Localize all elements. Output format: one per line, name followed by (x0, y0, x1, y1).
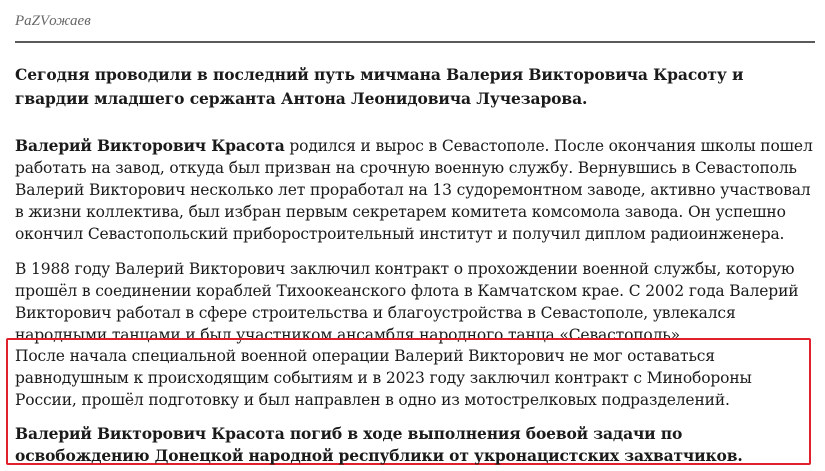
article (15, 0, 815, 465)
paragraph-biography-text: родился и вырос в Севастополе. После окончания школы пошел работать на завод, откуда был призван на срочную военную службу. Вернувшись в Севастополь Валерий Викторович несколько лет проработал на 13 судоремонтном заводе, активно участвовал в жизни коллектива, был избран первым секретарем комитета комсомола завода. Он успешно окончил Севастопольский приборостроительный институт и получил диплом радиоинженера. (15, 137, 813, 243)
paragraph-death: Валерий Викторович Красота погиб в ходе выполнения боевой задачи по освобождению Донецкой народной республики от укронацистских захватчиков. (15, 424, 743, 465)
paragraph-biography (15, 135, 815, 245)
paragraph-svo: После начала специальной военной операции Валерий Викторович не мог оставаться равнодушным к происходящим событиям и в 2023 году заключил контракт с Минобороны России, прошёл подготовку и был направлен в одно из мотострелковых подразделений. (15, 347, 752, 409)
divider (15, 41, 815, 43)
author-name[interactable]: PaZVожаев (15, 13, 91, 29)
highlight-box (6, 338, 811, 465)
article-lead: Сегодня проводили в последний путь мичмана Валерия Викторовича Красоту и гвардии младшего сержанта Антона Леонидовича Лучезарова. (15, 65, 744, 108)
paragraph-service: В 1988 году Валерий Викторович заключил контракт о прохождении военной службы, которую прошёл в соединении кораблей Тихоокеанского флота в Камчатском крае. С 2002 года Валерий Викторович работал в сфере строительства и благоустройства в Севастополе, увлекался народными танцами и был участником ансамбля народного танца «Севастополь». (15, 260, 799, 344)
person-name-bold: Валерий Викторович Красота (15, 136, 285, 155)
